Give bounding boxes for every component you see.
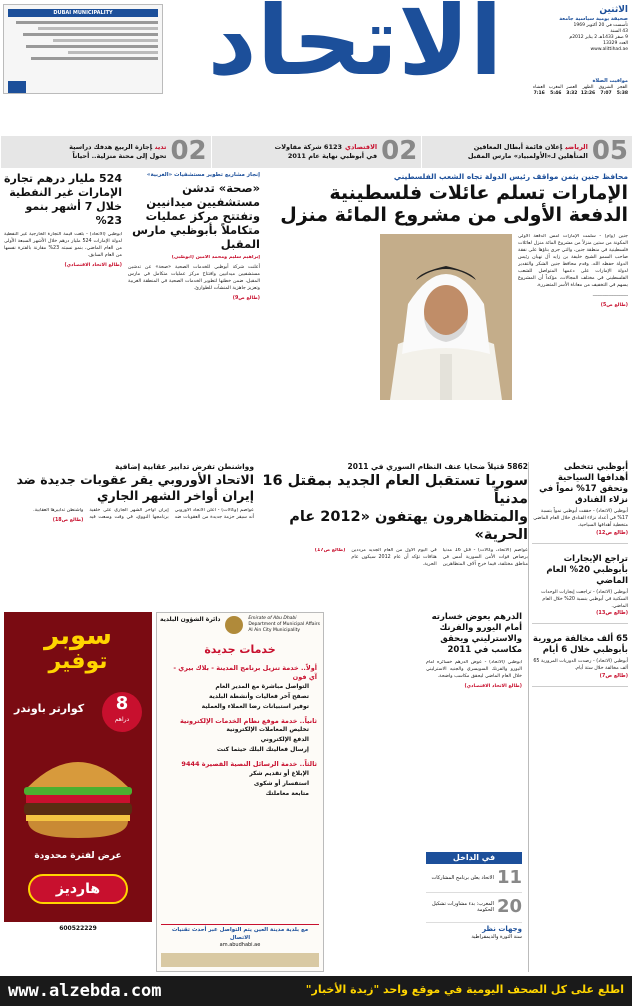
prayer-time: 3:32 <box>566 90 578 96</box>
date-line: 9 صفر 1433هـ 2 يناير 2012م <box>569 35 628 41</box>
prayer-name: الفجر <box>617 84 628 90</box>
syria-headline-2: والمتظاهرون يهتفون «2012 عام الحرية» <box>289 509 528 544</box>
ad-municipality-url[interactable]: am.abudhabi.ae <box>219 942 261 949</box>
dirham-more[interactable]: (طالع الاتحاد الاقتصادي) <box>464 683 522 689</box>
teaser-category: الرياضي <box>565 143 588 151</box>
service-item: متابعة معاملتك <box>265 790 309 798</box>
service-item: التواصل مباشرة مع المدير العام <box>215 682 309 690</box>
masthead-info <box>538 4 628 53</box>
service-item: توفير استبيانات رضا العملاء والعملية <box>201 702 309 710</box>
teaser-bar <box>0 136 632 168</box>
teaser-item[interactable] <box>211 136 422 168</box>
dirham-headline: الدرهم يعوض خسارته أمام اليورو والفرنك والاسترليني ويحقق مكاسب في 2011 <box>431 612 522 655</box>
teaser-line2: المتأهلين لـ«الأولمبياد» مارس المقبل <box>467 152 588 160</box>
syria-kicker: 5862 قتيلاً ضحايا عنف النظام السوري في 2011 <box>347 462 528 471</box>
municipality-ad[interactable] <box>156 612 324 972</box>
prayer-name: الظهر <box>582 84 594 90</box>
ad-municipality-title: خدمات جديدة <box>204 643 276 657</box>
prayer-name: العصر <box>566 84 578 90</box>
prayer-time: 5:46 <box>550 90 562 96</box>
econ-body: أبوظبي (الاتحاد) - بلغت قيمة التجارة الخارجية غير النفطية لدولة الإمارات 524 مليار درهم خلال الأشهر السبعة الأولى من العام الماضي، بنمو نسبته 23% مقارنة بالفترة نفسها من العام السابق. <box>4 232 122 258</box>
lead-headline-2: الدفعة الأولى من مشروع المائة منزل <box>280 204 628 227</box>
issue-no: العدد 13329 <box>603 41 628 47</box>
prayer-item <box>549 85 563 97</box>
service-item: إرسال فعاليتك البلك حيثما كنت <box>216 746 309 754</box>
service-item: الدفع الإلكتروني <box>260 736 309 744</box>
description: صحيفة يومية سياسية جامعة <box>559 16 628 23</box>
inside-item-text: المغرب: بدء مشاورات تشكيل الحكومة <box>431 900 494 914</box>
teaser-line2: في أبوظبي نهاية عام 2011 <box>287 152 378 160</box>
iran-more[interactable]: (طالع ص18) <box>52 518 84 524</box>
teaser-number: 02 <box>381 136 418 167</box>
falcon-icon <box>225 616 243 634</box>
views-title: وجهات نظر <box>482 924 522 933</box>
service-item: استفسار أو شكوى <box>253 780 309 788</box>
teaser-item[interactable] <box>421 136 632 168</box>
prayer-times <box>533 78 628 97</box>
inside-title: في الداخل <box>426 852 522 864</box>
teaser-line1: إعلان قائمة أبطال المعاقين <box>473 143 563 151</box>
health-headline: «صحة» تدشن مستشفيين ميدانيين وتفتتح مركز عمليات متكاملاً بأبوظبي مارس المقبل <box>132 181 260 252</box>
health-story[interactable] <box>128 172 260 460</box>
masthead-ad[interactable] <box>3 4 163 94</box>
footer-promo: اطلع على كل الصحف اليومية في موقع واحد "زبدة الأخبار" <box>305 983 624 996</box>
ad-municipality-footer: مع بلدية مدينة العين يتم التواصل عبر أحدث تقنيات الاتصال <box>171 927 309 941</box>
prayer-title: مواقيت الصلاة <box>592 78 628 84</box>
prayer-name: الشروق <box>598 84 614 90</box>
iran-kicker: وواشنطن تفرض تدابير عقابية إضافية <box>115 462 254 471</box>
footer-banner[interactable] <box>0 976 632 1006</box>
service-section-title: أولاً.. خدمة تنزيل برنامج المدينة - بلاك بيري - آي فون <box>173 664 317 681</box>
syria-more[interactable]: (طالع ص17) <box>314 548 346 554</box>
teaser-line1: إجازة الربيع هدفك دراسية <box>69 143 153 151</box>
prayer-time: 5:38 <box>616 90 628 96</box>
iran-headline: الاتحاد الأوروبي يقر عقوبات جديدة ضد إيران أواخر الشهر الجاري <box>16 472 254 504</box>
health-byline: إبراهيم سليم ومحمد الأمين (أبوظبي) <box>171 255 260 261</box>
hardees-price-badge <box>102 692 142 732</box>
teaser-number: 02 <box>170 136 207 167</box>
founded: تأسست في 20 أكتوبر 1969 <box>573 22 628 28</box>
prayer-item <box>617 85 628 97</box>
inside-item[interactable] <box>426 893 522 922</box>
prayer-time: 7:16 <box>533 90 545 96</box>
iran-body: عواصم (وكالات) - أعلن الاتحاد الأوروبي أنه سيقر حزمة جديدة من العقوبات ضد إيران أواخر الشهر الجاري على خلفية برنامجها النووي، في وقت وسعت فيه واشنطن تدابيرها العقابية. <box>33 508 254 521</box>
burger-illustration <box>18 742 138 842</box>
teaser-item[interactable] <box>0 136 211 168</box>
dirham-story[interactable] <box>426 612 522 842</box>
brief-story[interactable] <box>532 462 628 544</box>
prayer-item <box>599 85 614 97</box>
teaser-line2: تحول إلى محنة منزلية.. أحياناً <box>72 152 167 160</box>
lead-kicker: محافظ جنين يثمن مواقف رئيس الدولة تجاه الشعب الفلسطيني <box>393 172 628 181</box>
ad-city-en: Al Ain City Municipality <box>248 628 301 634</box>
ad-title: DUBAI MUNICIPALITY <box>8 9 158 17</box>
iran-story[interactable] <box>4 462 254 607</box>
prayer-item <box>566 85 577 97</box>
brief-headline: تراجع الإيجارات بأبوظبي 20% العام الماضي <box>546 553 628 586</box>
lead-body: جنين (وام) - سلمت الإمارات أمس الدفعة الأولى المكونة من ستين منزلاً من مشروع المائة منزل لعائلات فلسطينية في منطقة جنين، والتي جرى بناؤها على نفقة صاحب السمو الشيخ خليفة بن زايد آل نهيان رئيس الدولة حفظه الله. وقدم محافظ جنين الشكر والتقدير لدولة الإمارات على دعمها المتواصل للشعب الفلسطيني في مختلف المجالات، مؤكداً أن المشروع يسهم في التخفيف من معاناة الأسر المتضررة. ـــــــــــــــــــــــــ (طالع ص5) <box>518 234 628 308</box>
brief-more[interactable]: (طالع ص12) <box>596 529 628 536</box>
econ-story[interactable] <box>4 172 122 460</box>
lead-story[interactable] <box>256 172 628 460</box>
teaser-number: 05 <box>591 136 628 167</box>
hardees-price: 8 <box>115 693 129 714</box>
ad-emirate: Emirate of Abu Dhabi <box>248 616 297 621</box>
econ-more[interactable]: (طالع الاتحاد الاقتصادي) <box>64 262 122 268</box>
hardees-product: كوارتر باوندر <box>14 702 85 715</box>
views-text: سنة الثورة والديمقراطية <box>471 934 522 941</box>
hardees-currency: دراهم <box>114 716 130 723</box>
portrait-illustration <box>380 234 512 400</box>
prayer-time: 7:07 <box>600 90 612 96</box>
brief-story[interactable] <box>532 554 628 625</box>
ad-logo <box>8 81 26 93</box>
right-column <box>528 462 628 972</box>
econ-headline: 524 مليار درهم تجارة الإمارات غير النفطية خلال 7 أشهر بنمو 23% <box>4 172 122 227</box>
hardees-ad[interactable] <box>4 612 152 972</box>
health-body: أعلنت شركة أبوظبي للخدمات الصحية «صحة» عن تدشين مستشفيين ميدانيين وافتتاح مركز عمليات متكامل في مارس المقبل، ضمن خطتها لتطوير الخدمات الصحية في المنطقة الغربية وتعزيز جاهزية المنشآت للطوارئ. <box>128 265 260 292</box>
brief-more[interactable]: (طالع ص13) <box>596 610 628 617</box>
brief-headline: 65 ألف مخالفة مرورية بأبوظبي خلال 6 أيام <box>532 634 628 656</box>
brief-body: أبوظبي (الاتحاد) - حققت أبوظبي نمواً بنسبة 17% في أعداد نزلاء الفنادق خلال العام الماضي متخطية أهدافها السياحية. <box>533 509 628 528</box>
syria-story[interactable] <box>260 462 528 607</box>
syria-headline-1: سوريا تستقبل العام الجديد بمقتل 16 مدنياً <box>262 473 528 508</box>
service-item: تخليص المعاملات الإلكترونية <box>226 726 309 734</box>
prayer-item <box>581 85 595 97</box>
brief-body: أبوظبي (الاتحاد) - رصدت الدوريات المرورية 65 ألف مخالفة خلال ستة أيام. <box>533 659 628 672</box>
issue-year: 43 السنة <box>610 28 628 34</box>
hardees-title-top: سوبر <box>44 621 112 651</box>
brief-body: أبوظبي (الاتحاد) - تراجعت إيجارات الوحدات السكنية في أبوظبي بنسبة 20% خلال العام الماضي. <box>541 589 628 609</box>
inside-page-number: 20 <box>496 896 522 918</box>
prayer-item <box>533 85 545 97</box>
brief-headline: أبوظبي تتخطى أهدافها السياحية وتحقق 17% نمواً في نزلاء الفنادق <box>539 462 628 505</box>
hardees-phone: 600522229 <box>59 925 97 932</box>
service-item: الإبلاغ أو تقديم شكر <box>249 770 309 778</box>
service-item: تصفح آخر فعاليات وأنشطة البلدية <box>208 692 309 700</box>
prayer-name: المغرب <box>548 84 563 90</box>
syria-body: عواصم (الاتحاد، وكالات) - قتل 16 مدنياً برصاص قوات الأمن السورية أمس في مناطق مختلفة، فيما خرج آلاف المتظاهرين في اليوم الأول من العام الجديد مرددين هتافات تؤكد أن عام 2012 سيكون عام الحرية. <box>351 548 528 568</box>
hardees-offer: عرض لفترة محدودة <box>34 851 122 861</box>
lead-more[interactable]: (طالع ص5) <box>600 302 628 308</box>
health-more[interactable]: (طالع ص9) <box>232 296 260 302</box>
masthead-logo: الاتحاد <box>207 0 503 97</box>
teaser-category: تدين <box>155 143 167 151</box>
footer-site[interactable]: www.alzebda.com <box>8 981 162 1001</box>
ad-dept-ar: دائرة الشؤون البلدية <box>160 616 221 623</box>
hardees-title-bottom: توفير <box>48 649 108 674</box>
health-kicker: إنجاز مشاريع تطوير مستشفيات «الغربية» <box>146 172 260 178</box>
prayer-name: العشاء <box>533 84 546 90</box>
dirham-body: أبوظبي (الاتحاد) - عوض الدرهم خسائره أمام اليورو والفرنك السويسري والجنيه الاسترليني خلال العام الماضي ليحقق مكاسب واضحة. <box>426 660 522 679</box>
teaser-line1: 6123 شركة مقاولات <box>274 143 343 151</box>
teaser-category: الاقتصادي <box>345 143 378 151</box>
ad-dept-en: Department of Municipal Affairs <box>248 622 320 628</box>
masthead <box>0 0 632 98</box>
lead-headline-1: الإمارات تسلم عائلات فلسطينية <box>329 182 628 205</box>
service-section-title: ثالثاً.. خدمة الرسائل النصية القصيرة 9444 <box>181 760 317 769</box>
prayer-time: 12:26 <box>580 90 596 96</box>
brief-more[interactable]: (طالع ص7) <box>599 673 628 680</box>
inside-item[interactable] <box>426 864 522 893</box>
inside-page-number: 11 <box>496 867 522 888</box>
website[interactable]: www.alittihad.ae <box>590 47 628 53</box>
lead-photo <box>380 234 512 400</box>
inside-item-text: الاتحاد يعلن برنامج المشاركات <box>431 874 494 881</box>
day: الاثنين <box>599 5 628 15</box>
ad-municipality-bottom <box>161 953 319 967</box>
service-section-title: ثانياً.. خدمة موقع نظام الخدمات الإلكترونية <box>179 716 317 725</box>
inside-box <box>426 852 522 970</box>
brief-story[interactable] <box>532 634 628 687</box>
hardees-logo: هارديز <box>28 874 128 904</box>
